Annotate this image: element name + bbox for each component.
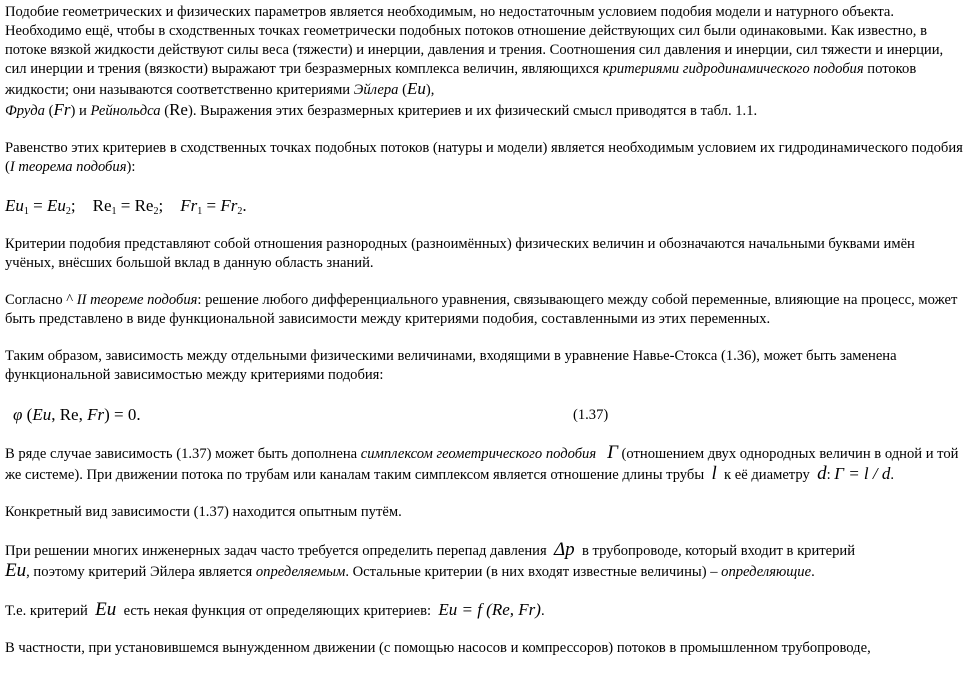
paragraph-experimental: Конкретный вид зависимости (1.37) находится опытным путём. (5, 504, 402, 520)
paragraph-eu-function: Т.е. критерий Eu есть некая функция от определяющих критериев: Eu = f (Re, Fr). (5, 599, 545, 620)
symbol-fr: Fr (53, 100, 71, 119)
symbol-eu: Eu (95, 599, 117, 620)
paragraph-similarity-criteria: Подобие геометрических и физических параметров является необходимым, но недостаточным условием подобия модели и натурного объекта. Необходимо ещё, чтобы в сходственных точках геометрически подобных потоков отношение действующих сил были одинаковыми. Как известно, в потоке вязкой жидкости действуют силы веса (тяжести) и инерции, давления и трения. Соотношения сил давления и инерции, сил тяжести и инерции, сил инерции и трения (вязкости) выражают три безразмерных комплекса величин, являющихся критериями гидродинамического подобия потоков жидкости; они называются соответственно критериями Эйлера (Eu), Фруда (Fr) и Рейнольдса (Re). Выражения этих безразмерных критериев и их физический смысл приводятся в табл. 1.1. (5, 4, 944, 119)
symbol-d: d (817, 463, 827, 484)
paragraph-pressure-drop: При решении многих инженерных задач часто требуется определить перепад давления Δp в трубопроводе, который входит в критерий Eu, поэтому критерий Эйлера является определяемым. Остальные критерии (в них входят известные величины) – определяющие. (5, 539, 856, 581)
paragraph-geometric-simplex: В ряде случае зависимость (1.37) может быть дополнена симплексом геометрического подобия Γ (отношением двух однородных величин в одной и той же системе). При движении потока по трубам или каналам таким симплексом является отношение длины трубы l к её диаметру d: Γ = l / d. (5, 442, 959, 484)
symbol-delta-p: Δp (554, 539, 575, 560)
symbol-eu: Eu (5, 560, 27, 581)
symbol-re: Re (169, 100, 188, 119)
equation-number: (1.37) (573, 407, 609, 423)
formula-1-37: φ (Eu, Re, Fr) = 0. (1.37) (5, 403, 967, 427)
paragraph-first-theorem: Равенство этих критериев в сходственных точках подобных потоков (натуры и модели) является необходимым условием их гидродинамического подобия (I теорема подобия): (5, 140, 963, 175)
paragraph-forced-motion: В частности, при установившемся вынужденном движении (с помощью насосов и компрессоров) потоков в промышленном трубопроводе, (5, 640, 871, 656)
expression-eu-function: Eu = f (Re, Fr) (438, 600, 541, 619)
symbol-gamma: Γ (607, 442, 618, 463)
paragraph-navier-stokes: Таким образом, зависимость между отдельными физическими величинами, входящими в уравнение Навье-Стокса (1.36), может быть заменена функциональной зависимостью между критериями подобия: (5, 348, 897, 383)
formula-criteria-equality: $Eu_1 = Eu_2$; $Re_1 = Re_2$; $Fr_1 = Fr_2$. (5, 196, 247, 217)
document-body (5, 3, 967, 658)
expression-simplex: Γ = l / d (834, 464, 891, 483)
paragraph-criteria-definition: Критерии подобия представляют собой отношения разнородных (разноимённых) физических величин и обозначаются начальными буквами имён учёных, внёсших большой вклад в данную область знаний. (5, 236, 915, 271)
symbol-l: l (711, 463, 717, 484)
paragraph-second-theorem: Согласно ^ II теореме подобия: решение любого дифференциального уравнения, связывающего между собой переменные, влияющие на процесс, может быть представлено в виде функциональной зависимости между критериями подобия, составленными из этих переменных. (5, 292, 958, 327)
symbol-eu: Eu (406, 79, 426, 98)
